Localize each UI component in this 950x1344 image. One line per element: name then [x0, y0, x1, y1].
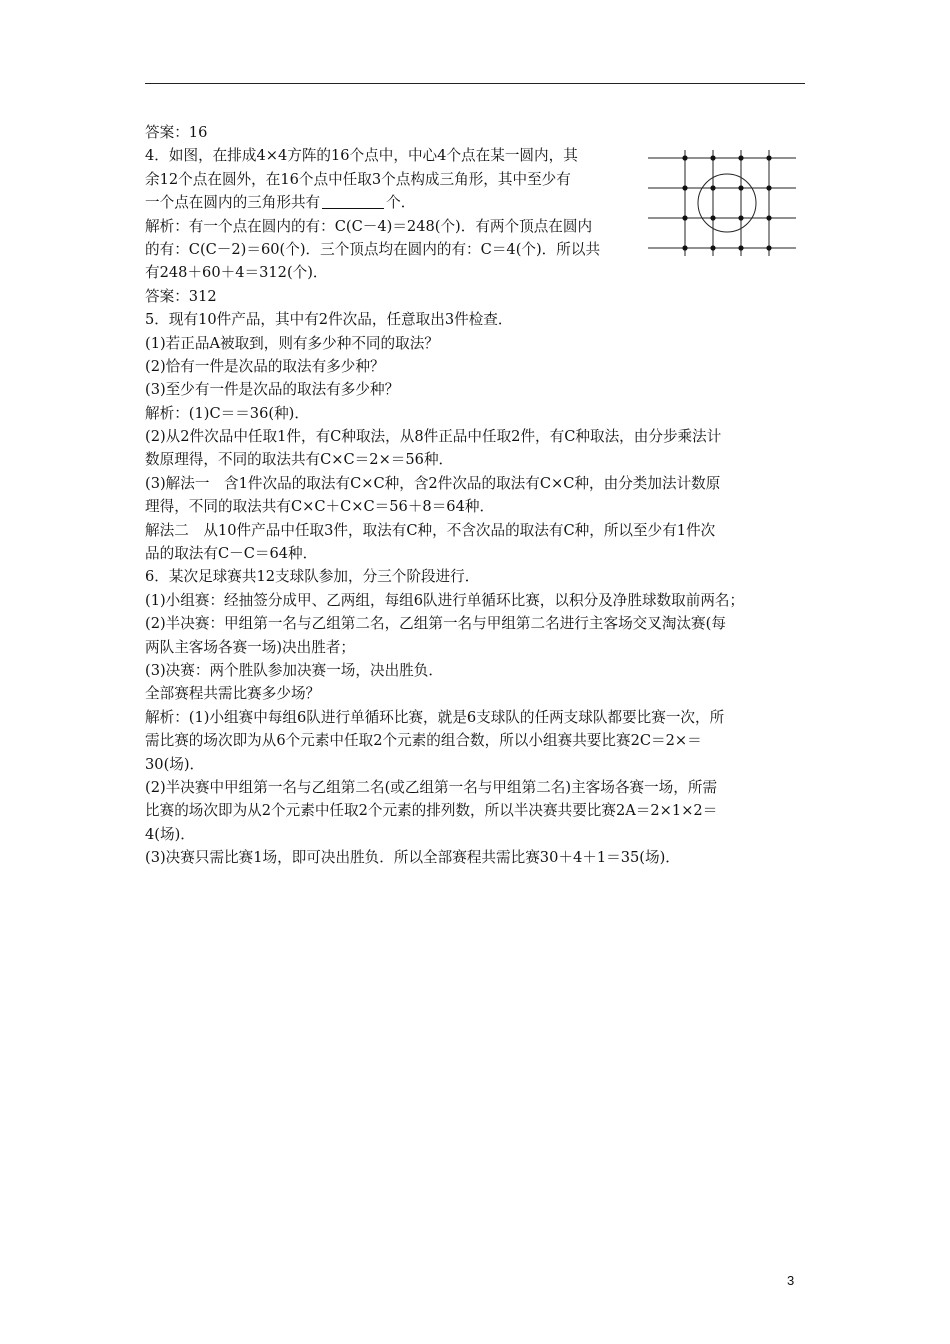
grid-dot — [738, 215, 743, 220]
solution-5-line-2: (2)从2件次品中任取1件，有C种取法，从8件正品中任取2件，有C种取法，由分步乘法计 — [145, 428, 722, 446]
grid-dot — [738, 155, 743, 160]
grid-dot — [682, 245, 687, 250]
problem-4-line-3 — [145, 191, 635, 214]
solution-6-line-2: 需比赛的场次即为从6个元素中任取2个元素的组合数，所以小组赛共要比赛2C＝2×＝ — [145, 732, 702, 750]
problem-6-item-2a: (2)半决赛：甲组第一名与乙组第二名，乙组第一名与甲组第二名进行主客场交叉淘汰赛(每 — [145, 615, 726, 633]
grid-dot — [682, 185, 687, 190]
grid-dots — [682, 155, 771, 250]
solution-5-line-7: 品的取法有C－C＝64种． — [145, 545, 318, 563]
solution-6-line-1: 解析：(1)小组赛中每组6队进行单循环比赛，就是6支球队的任两支球队都要比赛一次，所 — [145, 708, 725, 726]
solution-6-line-5: 比赛的场次即为从2个元素中任取2个元素的排列数，所以半决赛共要比赛2A＝2×1×2＝ — [145, 802, 718, 820]
answer-blank — [322, 193, 384, 209]
solution-5-line-3: 数原理得，不同的取法共有C×C＝2×＝56种． — [145, 451, 454, 469]
grid-dot — [766, 155, 771, 160]
solution-4-line-1: 解析：有一个点在圆内的有：C(C－4)＝248(个)．有两个顶点在圆内 — [145, 217, 593, 235]
problem-4-line-3-end: 个． — [386, 194, 416, 212]
problem-4-line-1: 4．如图，在排成4×4方阵的16个点中，中心4个点在某一圆内，其 — [145, 147, 578, 165]
solution-6-line-7: (3)决赛只需比赛1场，即可决出胜负．所以全部赛程共需比赛30＋4＋1＝35(场)． — [145, 849, 680, 867]
grid-dot — [766, 185, 771, 190]
grid-dot — [766, 245, 771, 250]
dot-grid-figure — [648, 150, 798, 256]
problem-6-item-3: (3)决赛：两个胜队参加决赛一场，决出胜负． — [145, 661, 443, 679]
problem-5-q2: (2)恰有一件是次品的取法有多少种？ — [145, 357, 385, 375]
grid-dot — [682, 215, 687, 220]
grid-dot — [710, 215, 715, 220]
grid-dot — [710, 245, 715, 250]
grid-dot — [738, 245, 743, 250]
grid-dot — [710, 155, 715, 160]
solution-4-line-2: 的有：C(C－2)＝60(个)．三个顶点均在圆内的有：C＝4(个)．所以共 — [145, 240, 601, 258]
answer-3: 答案：16 — [145, 124, 208, 141]
problem-5-line: 5．现有10件产品，其中有2件次品，任意取出3件检查． — [145, 311, 513, 329]
answer-4: 答案：312 — [145, 287, 217, 305]
grid-dot — [710, 185, 715, 190]
problem-6-item-1: (1)小组赛：经抽签分成甲、乙两组，每组6队进行单循环比赛，以积分及净胜球数取前两名； — [145, 591, 745, 609]
grid-dot — [682, 155, 687, 160]
solution-6-line-6: 4(场)． — [145, 825, 195, 843]
grid-dot — [766, 215, 771, 220]
problem-6-item-2b: 两队主客场各赛一场)决出胜者； — [145, 638, 356, 656]
problem-4-line-2: 余12个点在圆外，在16个点中任取3个点构成三角形，其中至少有 — [145, 170, 571, 188]
solution-5-line-6: 解法二 从10件产品中任取3件，取法有C种，不含次品的取法有C种，所以至少有1件次 — [145, 521, 716, 539]
solution-6-line-3: 30(场)． — [145, 755, 205, 773]
problem-4-line-3-text: 一个点在圆内的三角形共有 — [145, 194, 321, 212]
solution-6-line-4: (2)半决赛中甲组第一名与乙组第二名(或乙组第一名与甲组第二名)主客场各赛一场，所需 — [145, 778, 718, 796]
solution-5-line-5: 理得，不同的取法共有C×C＋C×C＝56＋8＝64种． — [145, 498, 495, 516]
solution-5-line-4: (3)解法一 含1件次品的取法有C×C种，含2件次品的取法有C×C种，由分类加法计数原 — [145, 474, 721, 492]
header-rule — [145, 83, 805, 84]
center-circle — [698, 174, 756, 232]
problem-5-q3: (3)至少有一件是次品的取法有多少种？ — [145, 381, 400, 399]
problem-5-q1: (1)若正品A被取到，则有多少种不同的取法？ — [145, 334, 439, 352]
grid-dot — [738, 185, 743, 190]
problem-6-question: 全部赛程共需比赛多少场？ — [145, 685, 321, 703]
solution-4-line-3: 有248＋60＋4＝312(个)． — [145, 264, 328, 282]
page-number: 3 — [787, 1273, 795, 1288]
solution-5-line-1: 解析：(1)C＝＝36(种)． — [145, 404, 309, 422]
problem-6-line: 6．某次足球赛共12支球队参加，分三个阶段进行． — [145, 568, 480, 586]
